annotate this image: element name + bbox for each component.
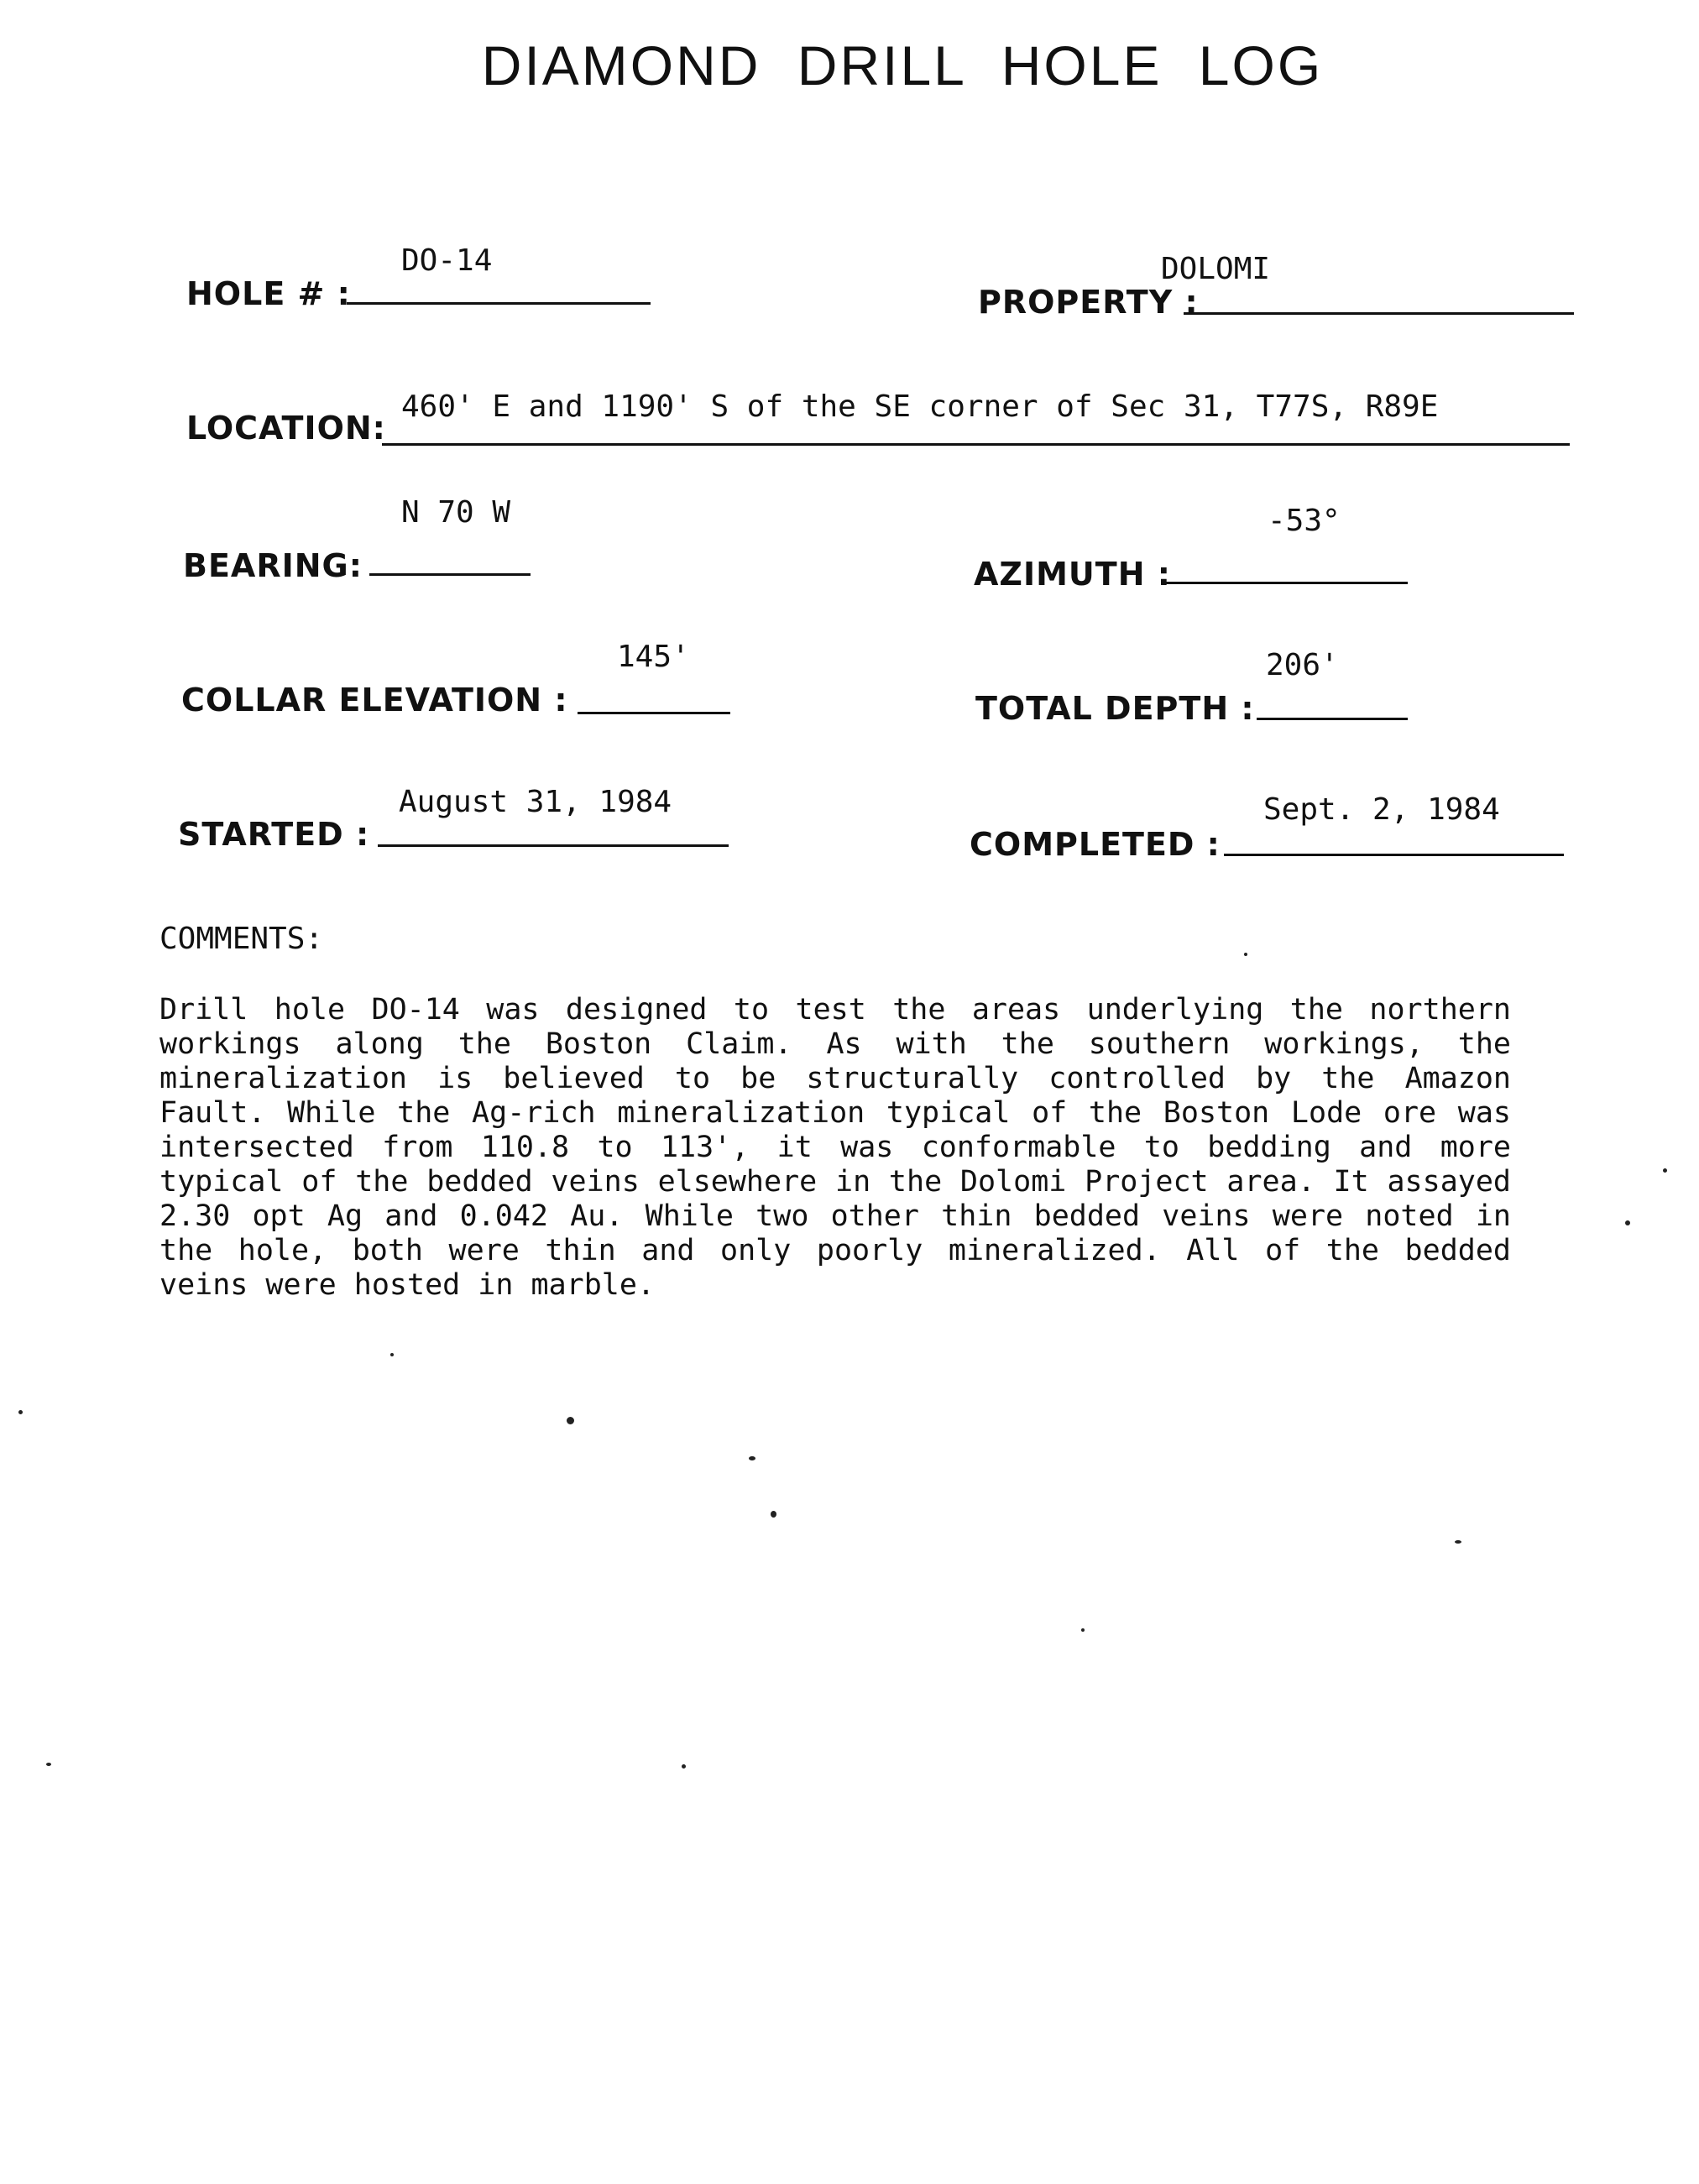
location-value: 460' E and 1190' S of the SE corner of Sec 31, T77S, R89E	[401, 389, 1439, 424]
hole-underline	[347, 302, 651, 305]
scan-speck	[1625, 1220, 1630, 1225]
bearing-label: BEARING:	[183, 547, 363, 584]
bearing-underline	[369, 573, 531, 576]
azimuth-value: -53°	[1268, 504, 1341, 538]
scan-speck	[46, 1763, 51, 1766]
scan-speck	[1663, 1168, 1667, 1173]
location-underline	[382, 443, 1570, 446]
completed-underline	[1224, 854, 1564, 856]
hole-value: DO-14	[401, 243, 493, 278]
total-depth-underline	[1257, 718, 1408, 720]
collar-elevation-underline	[578, 712, 730, 714]
document-title: DIAMOND DRILL HOLE LOG	[481, 34, 1324, 97]
completed-value: Sept. 2, 1984	[1263, 792, 1500, 827]
scan-speck	[390, 1353, 394, 1356]
scan-speck	[749, 1456, 755, 1460]
property-value: DOLOMI	[1161, 252, 1271, 286]
scan-speck	[18, 1410, 23, 1414]
scan-speck	[1455, 1540, 1461, 1544]
azimuth-label: AZIMUTH :	[974, 556, 1171, 593]
scan-speck	[1244, 953, 1247, 956]
started-label: STARTED :	[178, 816, 370, 853]
hole-label: HOLE # :	[186, 275, 351, 312]
scan-speck	[682, 1764, 686, 1769]
total-depth-label: TOTAL DEPTH :	[975, 690, 1255, 727]
scan-speck	[1081, 1628, 1085, 1632]
property-label: PROPERTY :	[978, 284, 1199, 321]
comments-text: Drill hole DO-14 was designed to test the areas underlying the northern workings along the Boston Claim. As with the southern workings, the mineralization is believed to be structurally controlled by the Amazon Fault. While the Ag-rich mineralization typical of the Boston Lode ore was intersected from 110.8 to 113', it was conformable to bedding and more typical of the bedded veins elsewhere in the Dolomi Project area. It assayed 2.30 opt Ag and 0.042 Au. While two other thin bedded veins were noted in the hole, both were thin and only poorly mineralized. All of the bedded veins were hosted in marble.	[159, 993, 1511, 1302]
scan-speck	[567, 1417, 574, 1424]
bearing-value: N 70 W	[401, 495, 511, 530]
property-underline	[1184, 312, 1574, 315]
comments-label: COMMENTS:	[159, 922, 324, 956]
location-label: LOCATION:	[186, 410, 386, 447]
azimuth-underline	[1163, 582, 1408, 584]
started-underline	[378, 844, 729, 847]
scan-speck	[771, 1511, 776, 1518]
completed-label: COMPLETED :	[970, 826, 1221, 863]
total-depth-value: 206'	[1266, 648, 1339, 682]
collar-elevation-label: COLLAR ELEVATION :	[181, 682, 568, 718]
collar-elevation-value: 145'	[617, 640, 690, 674]
started-value: August 31, 1984	[399, 785, 672, 819]
